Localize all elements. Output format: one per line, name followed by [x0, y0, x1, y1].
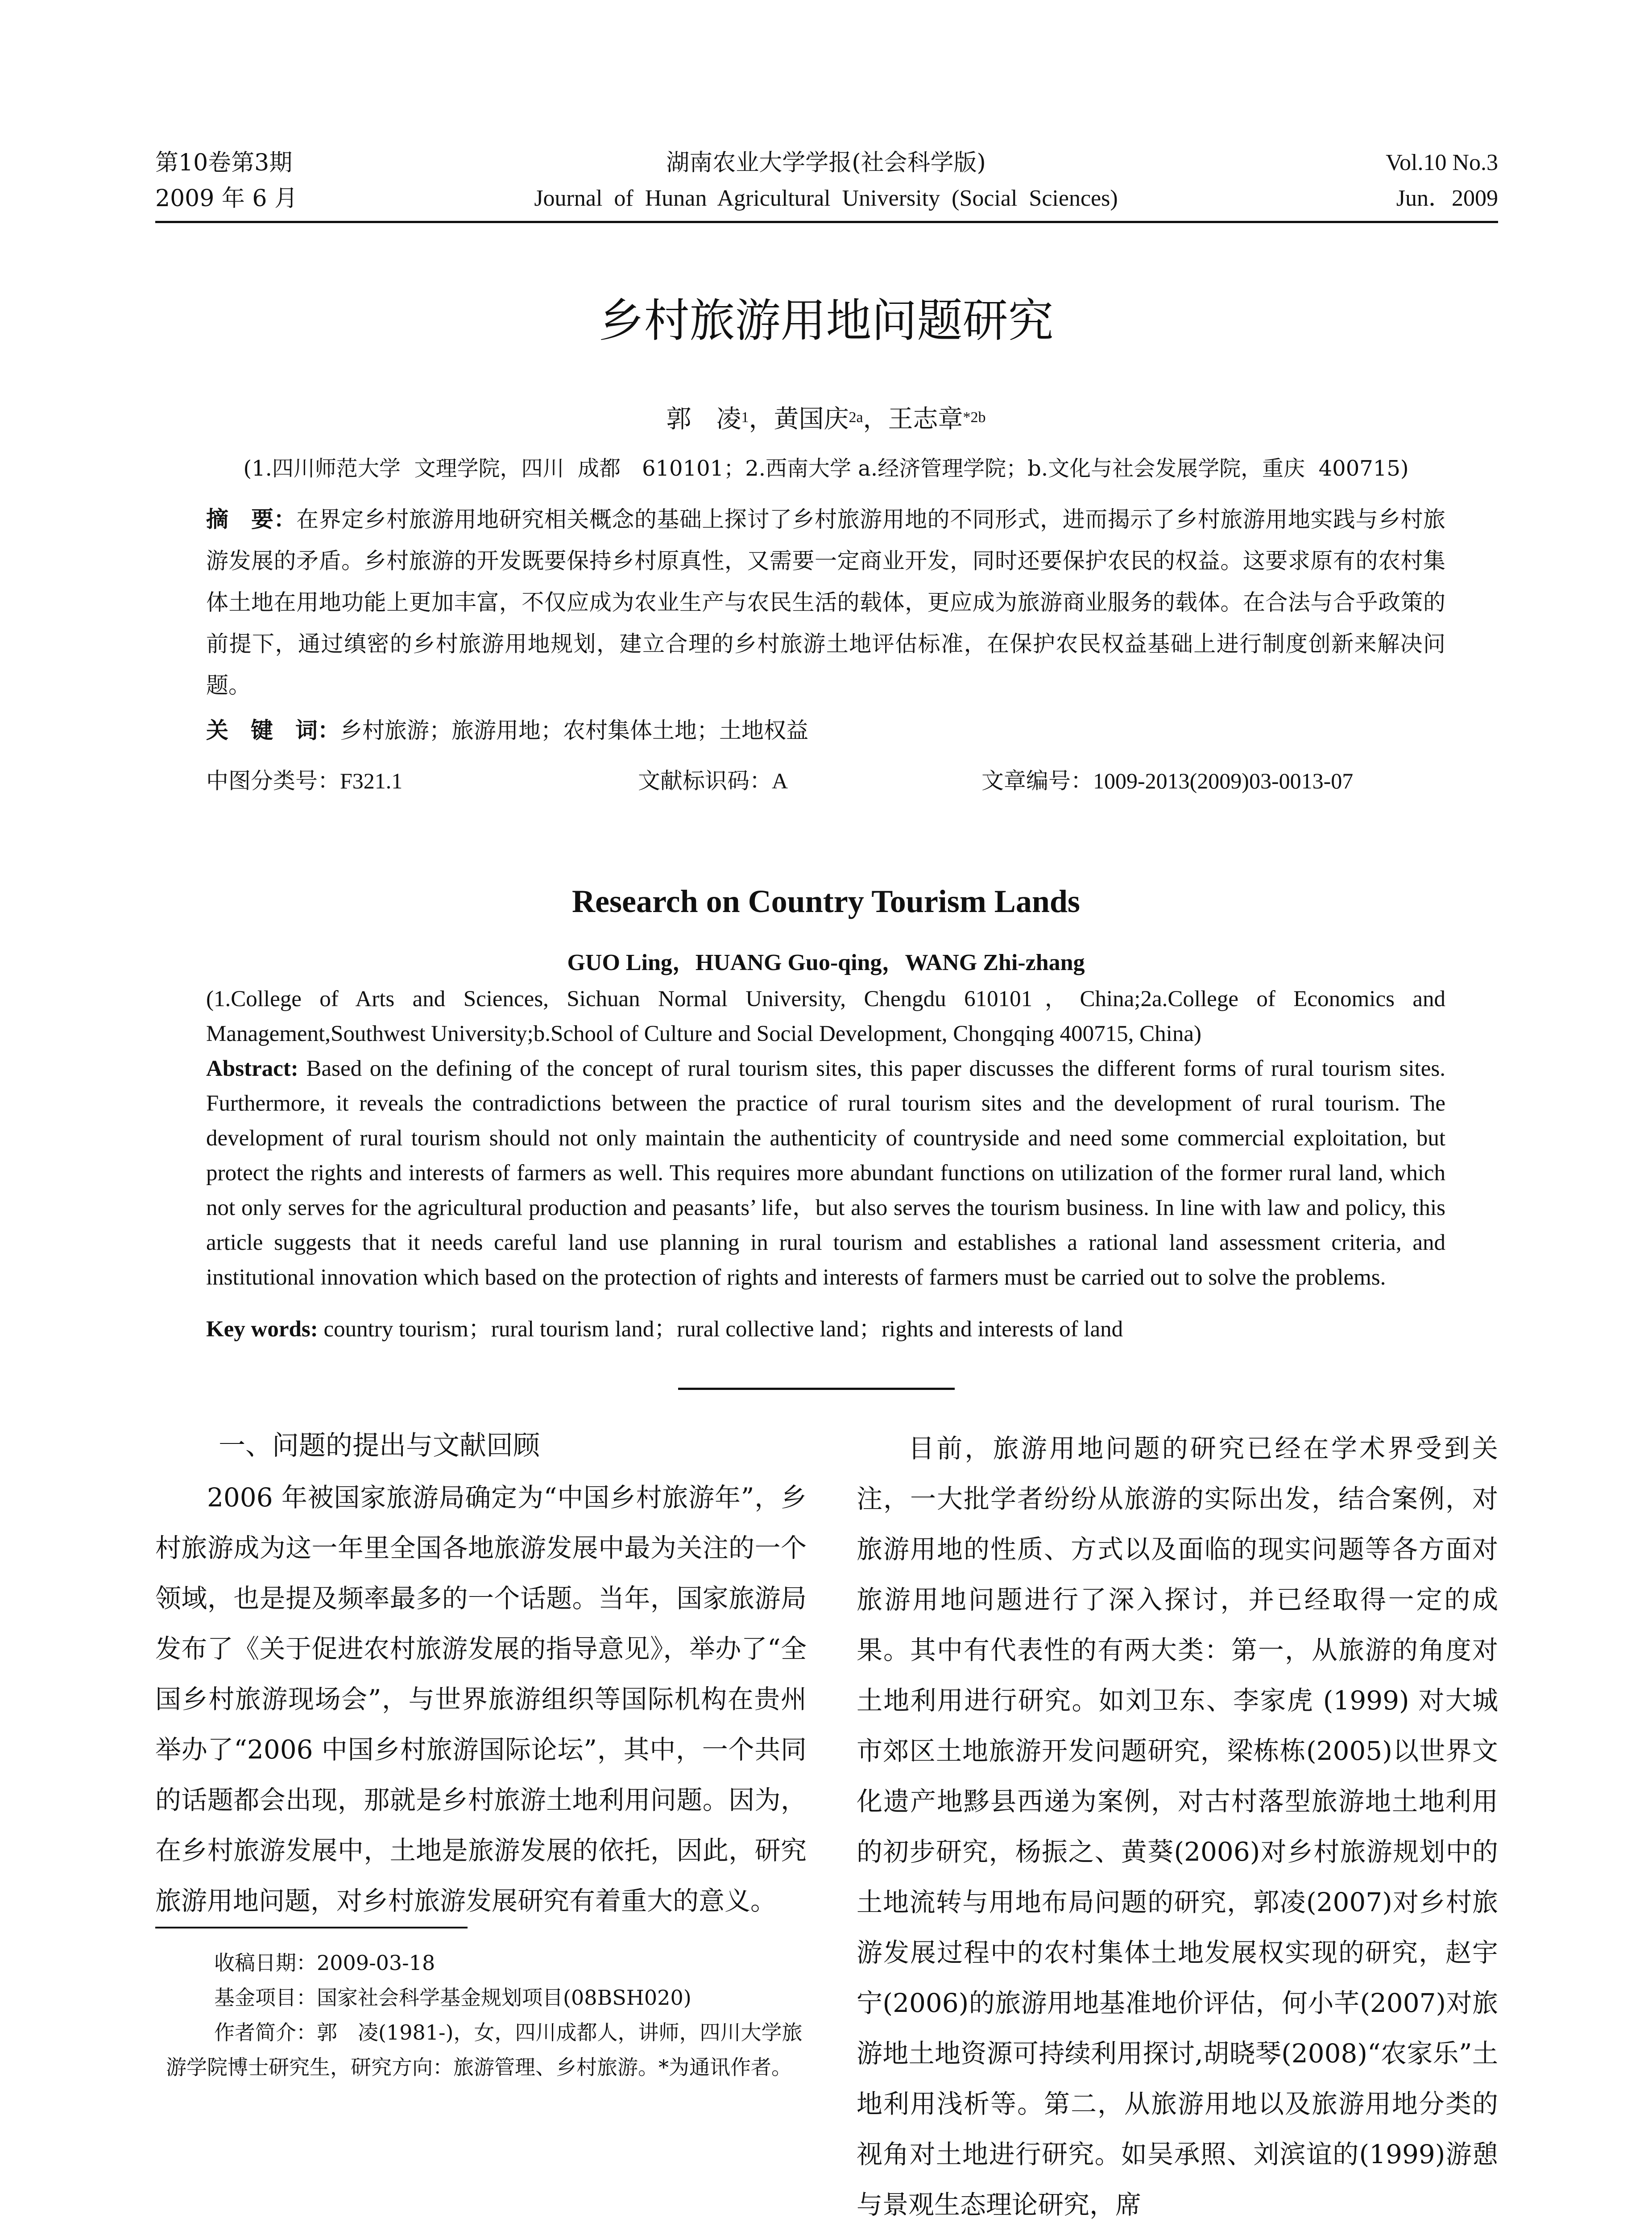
header-journal-en: Journal of Hunan Agricultural University (Social Sciences): [534, 186, 1118, 211]
header-volume-issue: 第10卷第3期: [155, 149, 293, 176]
abstract-cn-text: 在界定乡村旅游用地研究相关概念的基础上探讨了乡村旅游用地的不同形式，进而揭示了乡村旅游用地实践与乡村旅游发展的矛盾。乡村旅游的开发既要保持乡村原真性，又需要一定商业开发，同时还要保护农民的权益。这要求原有的农村集体土地在用地功能上更加丰富，不仅应成为农业生产与农民生活的载体，更应成为旅游商业服务的载体。在合法与合乎政策的前提下，通过缜密的乡村旅游用地规划，建立合理的乡村旅游土地评估标准，在保护农民权益基础上进行制度创新来解决问题。: [206, 506, 1446, 698]
abstract-cn-label: 摘 要：: [206, 506, 297, 532]
author-2-sup: 2a: [849, 409, 863, 426]
document-code: [638, 763, 788, 799]
author-3: 王志章: [888, 405, 963, 434]
doc-value: A: [772, 768, 788, 793]
article-value: 1009-2013(2009)03-0013-07: [1093, 768, 1354, 793]
author-1-sup: 1: [741, 409, 749, 426]
author-sep-2: ，: [863, 405, 888, 434]
author-3-sup: *2b: [963, 409, 986, 426]
header-date-en: Jun．2009: [1396, 186, 1498, 211]
footnote-rule: [155, 1927, 468, 1928]
authors-cn: [0, 399, 1652, 440]
clc-label: 中图分类号：: [206, 768, 340, 794]
footnote-bio: 作者简介：郭 凌(1981-)，女，四川成都人，讲师，四川大学旅游学院博士研究生，研究方向：旅游管理、乡村旅游。*为通讯作者。: [166, 2020, 803, 2079]
abstract-en-text: Based on the defining of the concept of rural tourism sites, this paper discusses the different forms of rural tourism sites. Furthermore, it reveals the contradictions between the practice of rural tourism sites and the development of rural tourism. The development of rural tourism should not only maintain the authenticity of countryside and need some commercial exploitation, but protect the rights and interests of farmers as well. This requires more abundant functions on utilization of the former rural land, which not only serves for the agricultural production and peasants’ life，but also serves the tourism business. In line with law and policy, this article suggests that it needs careful land use planning in rural tourism and establishes a rational land assessment criteria, and institutional innovation which based on the protection of rights and interests of farmers must be carried out to solve the problems.: [206, 1056, 1445, 1290]
author-sep-1: ，: [749, 405, 774, 434]
abstract-cn: [206, 499, 1445, 706]
keywords-en-label: Key words:: [206, 1317, 318, 1342]
keywords-cn-label: 关 键 词：: [206, 717, 340, 743]
doc-label: 文献标识码：: [638, 768, 772, 794]
section-divider: [678, 1388, 955, 1390]
footnotes: [166, 1945, 807, 2085]
footnote-fund: 基金项目：国家社会科学基金规划项目(08BSH020): [214, 1986, 691, 2010]
right-column-paragraph: 目前，旅游用地问题的研究已经在学术界受到关注，一大批学者纷纷从旅游的实际出发，结合案例，对旅游用地的性质、方式以及面临的现实问题等各方面对旅游用地问题进行了深入探讨，并已经取得一定的成果。其中有代表性的有两大类：第一，从旅游的角度对土地利用进行研究。如刘卫东、李家虎 (1999) 对大城市郊区土地旅游开发问题研究，梁栋栋(2005)以世界文化遗产地黟县西递为案例，对古村落型旅游地土地利用的初步研究，杨振之、黄葵(2006)对乡村旅游规划中的土地流转与用地布局问题的研究，郭凌(2007)对乡村旅游发展过程中的农村集体土地发展权实现的研究，赵宇宁(2006)的旅游用地基准地价评估，何小芊(2007)对旅游地土地资源可持续利用探讨,胡晓琴(2008)“农家乐”土地利用浅析等。第二，从旅游用地以及旅游用地分类的视角对土地进行研究。如吴承照、刘滨谊的(1999)游憩与景观生态理论研究，席: [857, 1433, 1498, 2220]
title-en: Research on Country Tourism Lands: [572, 883, 1080, 919]
left-column-paragraph: 2006 年被国家旅游局确定为“中国乡村旅游年”，乡村旅游成为这一年里全国各地旅游发展中最为关注的一个领域，也是提及频率最多的一个话题。当年，国家旅游局发布了《关于促进农村旅游发展的指导意见》，举办了“全国乡村旅游现场会”，与世界旅游组织等国际机构在贵州举办了“2006 中国乡村旅游国际论坛”，其中，一个共同的话题都会出现，那就是乡村旅游土地利用问题。因为，在乡村旅游发展中，土地是旅游发展的依托，因此，研究旅游用地问题，对乡村旅游发展研究有着重大的意义。: [155, 1482, 807, 1916]
header-rule: [155, 221, 1498, 223]
footnote-received: 收稿日期：2009-03-18: [214, 1951, 435, 1975]
clc-value: F321.1: [340, 768, 403, 793]
keywords-cn-text: 乡村旅游；旅游用地；农村集体土地；土地权益: [340, 717, 808, 743]
keywords-en-text: country tourism；rural tourism land；rural collective land；rights and interests of land: [318, 1317, 1123, 1342]
affiliation-cn: (1.四川师范大学 文理学院，四川 成都 610101；2.西南大学 a.经济管理学院；b.文化与社会发展学院，重庆 400715): [243, 456, 1409, 481]
title-cn: 乡村旅游用地问题研究: [598, 294, 1054, 348]
keywords-cn: [206, 713, 1445, 748]
abstract-en-label: Abstract:: [206, 1056, 298, 1081]
authors-en: GUO Ling，HUANG Guo-qing，WANG Zhi-zhang: [567, 950, 1085, 975]
header-vol-no-en: Vol.10 No.3: [1386, 150, 1498, 175]
article-label: 文章编号：: [981, 768, 1093, 794]
author-1: 郭 凌: [666, 405, 741, 434]
clc-number: [206, 763, 402, 799]
abstract-en: [206, 1051, 1445, 1295]
article-number: [981, 763, 1353, 799]
keywords-en: [206, 1312, 1445, 1347]
header-date-cn: 2009 年 6 月: [155, 185, 298, 212]
header-journal-cn: 湖南农业大学学报(社会科学版): [666, 149, 986, 176]
affiliation-en: (1.College of Arts and Sciences, Sichuan Normal University, Chengdu 610101，China;2a.College of Economics and Management,Southwest University;b.School of Culture and Social Development, Chongqing 400715, China): [206, 987, 1445, 1046]
section-heading: 一、问题的提出与文献回顾: [219, 1430, 540, 1461]
author-2: 黄国庆: [774, 405, 849, 434]
